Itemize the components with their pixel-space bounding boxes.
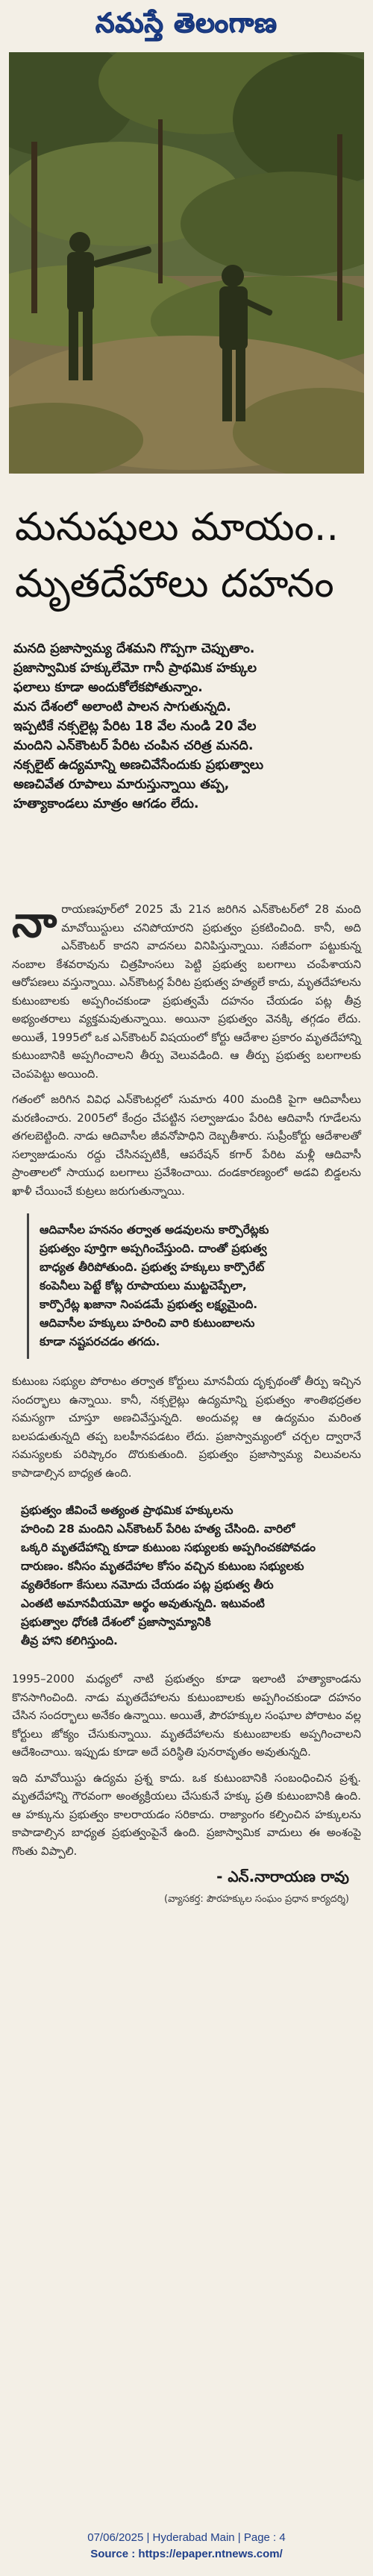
highlight-line: వ్యతిరేకంగా కేసులు నమోదు చేయడం పట్ల ప్రభుత్వ తీరు <box>21 1578 274 1592</box>
pull-quote-line: ప్రభుత్వం పూర్తిగా అప్పగించేస్తుంది. దాంతో ప్రభుత్వ <box>40 1242 267 1255</box>
pull-quote-line: కార్పొరేట్ల ఖజానా నింపడమే ప్రభుత్వ లక్ష్యమైంది. <box>40 1298 258 1311</box>
pull-quote-line: బాధ్యత తీరిపోతుంది. ప్రభుత్వ హక్కులు కార్పొరేట్ <box>40 1260 265 1274</box>
highlight-line: ప్రభుత్వాల ధోరణి దేశంలో ప్రజాస్వామ్యానికి <box>21 1615 211 1629</box>
paragraph-text: రాయణపూర్‌లో 2025 మే 21న జరిగిన ఎన్‌కౌంటర్‌లో 28 మంది మావోయిస్టులు చనిపోయారని ప్రభుత్వం ప్రకటించింది. కానీ, అది ఎన్‌కౌంటర్ కాదని వాదనలు వినిపిస్తున్నాయి. సజీవంగా పట్టుకున్న నంబాల కేశవరావును చిత్రహింసలు పెట్టి ప్రభుత్వ బలగాలు చంపేశాయని ఆరోపణలు వస్తున్నాయి. ఎన్‌కౌంటర్ల పేరిట ప్రభుత్వ హత్యలే కాదు, మృతదేహాలను కుటుంబాలకు అప్పగించకుండా ప్రభుత్వమే దహనం చేయడం పట్ల తీవ్ర అభ్యంతరాలు వ్యక్తమవుతున్నాయి. అయినా ప్రభుత్వం వెనక్కి తగ్గడం లేదు. అయితే, 1995లో ఒక ఎన్‌కౌంటర్ విషయంలో కోర్టు ఆదేశాల ప్రకారం మృతదేహాన్ని కుటుంబానికి అప్పగించాలని తీర్పు వెలువడింది. ఆ తీర్పు ప్రభుత్వ బలగాలకు చెంపపెట్టు అయింది. <box>12 902 361 1081</box>
article-paragraph: 1995–2000 మధ్యలో నాటి ప్రభుత్వం కూడా ఇలాంటి హత్యాకాండను కొనసాగించింది. నాడు మృతదేహాలను కుటుంబాలకు అప్పగించకుండా దహనం చేసిన సందర్భాలు అనేకం ఉన్నాయి. అయితే, పౌరహక్కుల సంఘాల పోరాటం వల్ల కోర్టులు జోక్యం చేసుకున్నాయి. మృతదేహాలను కుటుంబాలకు అప్పగించాలని ఆదేశించాయి. ఇప్పుడు కూడా అదే పరిస్థితి పునరావృతం అవుతున్నది. <box>12 1672 362 1759</box>
page-footer <box>0 2530 373 2563</box>
pull-quote-line: ఆదివాసీల హక్కులు హరించి వారి కుటుంబాలను <box>40 1316 255 1330</box>
highlight-line: ఒక్కరి మృతదేహాన్ని కూడా కుటుంబ సభ్యులకు అప్పగించకపోవడం <box>21 1541 316 1554</box>
deck-line: మందిని ఎన్‌కౌంటర్ పేరిట చంపిన చరిత్ర మనది. <box>13 738 254 753</box>
headline-line-2: మృతదేహాలు దహనం <box>15 562 334 606</box>
deck-line: అణచివేత రూపాలు మారుస్తున్నాయి తప్ప, <box>13 777 230 792</box>
highlight-box <box>15 1495 358 1656</box>
deck-line: మన దేశంలో అలాంటి పాలన సాగుతున్నది. <box>13 700 231 714</box>
author-byline: - ఎన్.నారాయణ రావు <box>216 1867 349 1885</box>
deck-line: ప్రజాస్వామిక హక్కులేమో గానీ ప్రాథమిక హక్కుల <box>13 661 257 676</box>
article-paragraph: కుటుంబ సభ్యుల పోరాటం తర్వాత కోర్టులు మానవీయ దృక్పథంతో తీర్పు ఇచ్చిన సందర్భాలు ఉన్నాయి. కానీ, నక్సలైట్లు ఉద్యమాన్ని ప్రభుత్వం శాంతిభద్రతల సమస్యగా చూస్తూ అణచివేస్తున్నది. అందువల్ల ఆ ఉద్యమం మరింత బలపడుతున్నది తప్ప బలహీనపడటం లేదు. ప్రజాస్వామ్యంలో చర్చల ద్వారానే సమస్యలకు పరిష్కారం దొరుకుతుంది. ప్రభుత్వం ప్రజాస్వామ్య విలువలను కాపాడాల్సిన బాధ్యత ఉంది. <box>12 1375 361 1480</box>
article-paragraph: గతంలో జరిగిన వివిధ ఎన్‌కౌంటర్లలో సుమారు 400 మందికి పైగా ఆదివాసీలు మరణించారు. 2005లో కేంద్రం చేపట్టిన సల్వాజుడుం పేరిట ఆదివాసీ గూడేలను తగలబెట్టింది. నాడు ఆదివాసీల జీవనోపాధిని దెబ్బతీశారు. సుప్రీంకోర్టు ఆదేశాలతో సల్వాజుడుంను రద్దు చేసినప్పటికీ, ఆపరేషన్ కగార్ పేరిట మళ్లీ ఆదివాసీ ప్రాంతాలలో సాయుధ బలగాలు ప్రవేశించాయి. దండకారణ్యంలో అడవి బిడ్డలను ఖాళీ చేయించే కుట్రలు జరుగుతున్నాయి. <box>12 1093 361 1198</box>
highlight-line: ప్రభుత్వం జీవించే అత్యంత ప్రాథమిక హక్కులను <box>21 1504 233 1517</box>
highlight-line: హరించి 28 మందిని ఎన్‌కౌంటర్ పేరిట హత్య చేసింది. వారిలో <box>21 1522 295 1536</box>
highlight-line: తీవ్ర హాని కలిగిస్తుంది. <box>21 1634 118 1647</box>
highlight-line: దారుణం. కనీసం మృతదేహాల కోసం వచ్చిన కుటుంబ సభ్యులకు <box>21 1559 304 1573</box>
deck-line: నక్సలైట్ ఉద్యమాన్ని అణచివేసేందుకు ప్రభుత్వాలు <box>13 758 264 773</box>
article-deck <box>9 639 364 900</box>
headline-line-1: మనుషులు మాయం.. <box>15 505 339 550</box>
article-photo <box>9 52 364 474</box>
headline <box>9 481 364 630</box>
source-link[interactable]: Source : https://epaper.ntnews.com/ <box>90 2548 283 2560</box>
edition-info: 07/06/2025 | Hyderabad Main | Page : 4 <box>87 2531 286 2544</box>
article-body <box>9 896 364 1907</box>
dropcap: నా <box>12 896 57 947</box>
highlight-line: ఎంతటి అమానవీయమో అర్థం అవుతున్నది. ఇటువంటి <box>21 1597 265 1610</box>
article-paragraph: ఇది మావోయిస్టు ఉద్యమ ప్రశ్న కాదు. ఒక కుటుంబానికి సంబంధించిన ప్రశ్న. మృతదేహాన్ని గౌరవంగా అంత్యక్రియలు చేసుకునే హక్కు ప్రతి కుటుంబానికి ఉంది. ఆ హక్కును ప్రభుత్వం కాలరాయడం సరికాదు. రాజ్యాంగం కల్పించిన హక్కులను కాపాడాల్సిన బాధ్యత ప్రభుత్వంపైనే ఉంది. ప్రజాస్వామిక వాదులు ఈ అంశంపై గొంతు విప్పాలి. <box>12 1771 361 1858</box>
masthead <box>9 0 364 52</box>
deck-line: మనది ప్రజాస్వామ్య దేశమని గొప్పగా చెప్పుతాం. <box>13 641 255 656</box>
pull-quote-line: కంపెనీలు పెట్టే కోట్ల రూపాయలు ముట్టచెప్పేలా, <box>40 1279 247 1292</box>
pull-quote <box>27 1213 346 1359</box>
pull-quote-line: ఆదివాసీల హననం తర్వాత అడవులను కార్పొరేట్లకు <box>40 1223 269 1237</box>
forest-soldiers-image <box>9 52 364 474</box>
deck-line: ఫలాలు కూడా అందుకోలేకపోతున్నాం. <box>13 680 203 695</box>
author-note: (వ్యాసకర్త: పౌరహక్కుల సంఘం ప్రధాన కార్యదర్శి) <box>164 1894 349 1905</box>
article-paragraph <box>12 896 361 1083</box>
deck-line: ఇప్పటికే నక్సలైట్ల పేరిట 18 వేల నుండి 20 వేల <box>13 719 257 734</box>
pull-quote-line: కూడా నష్టపరచడం తగదు. <box>40 1335 160 1348</box>
masthead-title: నమస్తే తెలంగాణ <box>95 7 278 39</box>
deck-line: హత్యాకాండలు మాత్రం ఆగడం లేదు. <box>13 797 199 811</box>
